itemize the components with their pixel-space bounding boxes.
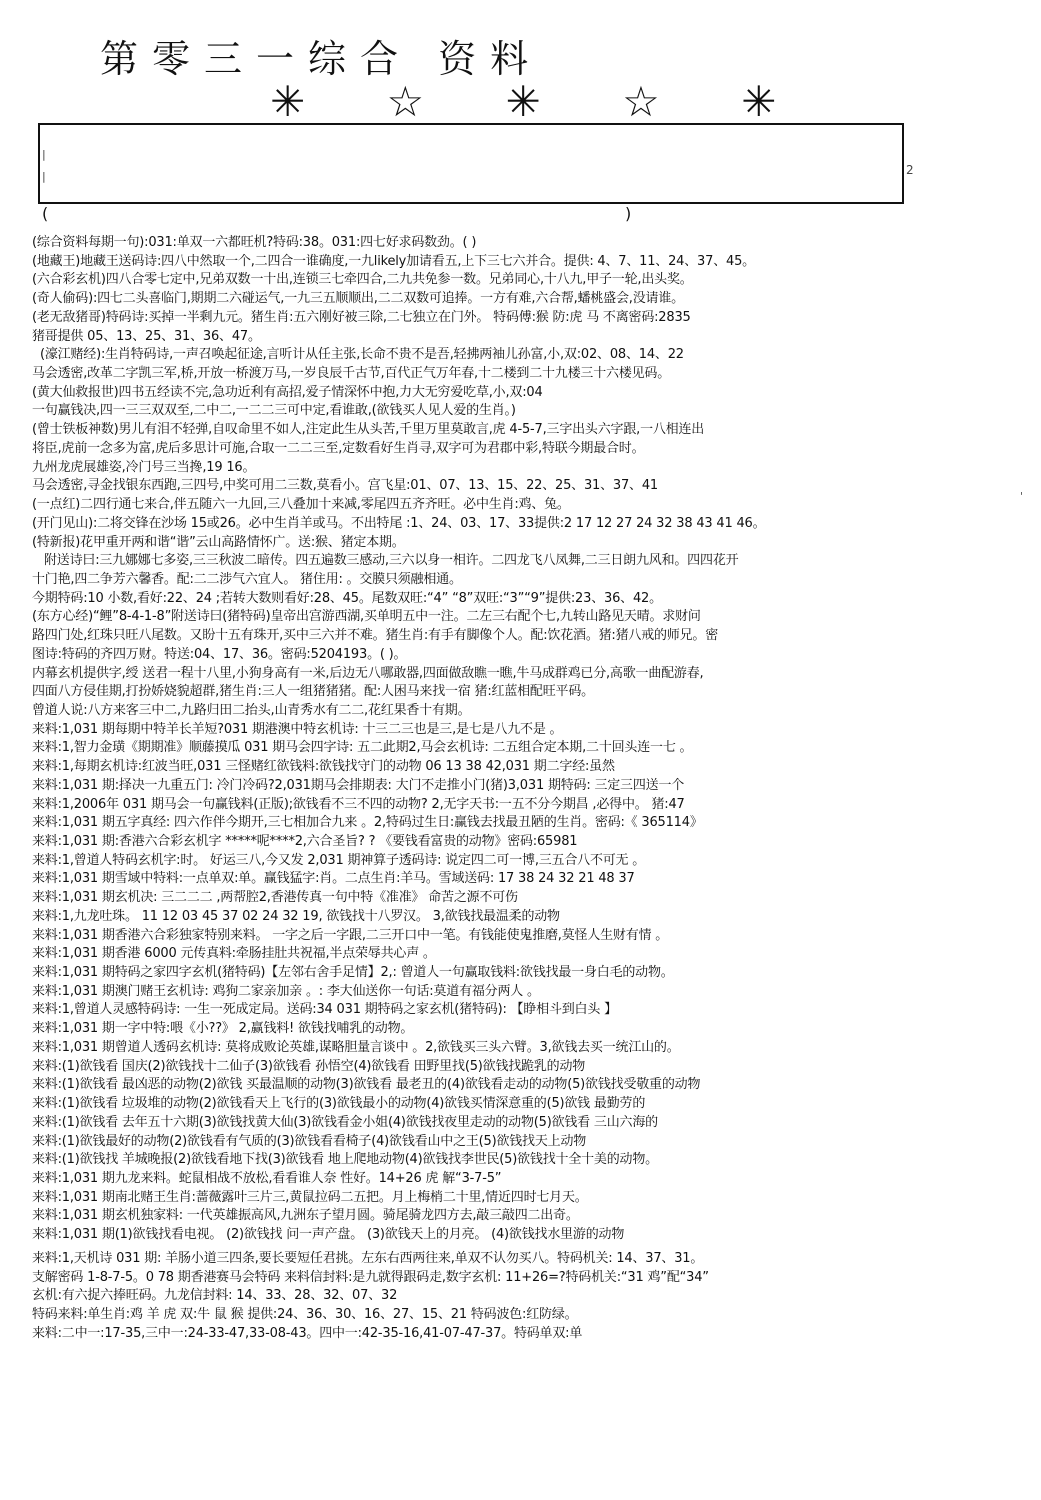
text-line: 来料:1,每期玄机诗:红波当旺,031 三怪赌红欲钱料:欲钱找守门的动物 06 13 38 42,031 期二字经:虽然 bbox=[32, 759, 615, 775]
text-line: 来料:1,031 期香港六合彩独家特别来料。 一字之后一字跟,二三开口中一笔。有钱能使鬼推磨,莫怪人生财有情 。 bbox=[32, 927, 669, 943]
text-line: 来料:(1)欲钱看 去年五十六期(3)欲钱找黄大仙(3)欲钱看金小姐(4)欲钱找夜里走动的动物(5)欲钱看 三山六海的 bbox=[32, 1114, 658, 1130]
text-line: 来料:1,031 期一字中特:喂《小??》 2,赢钱料! 欲钱找哺乳的动物。 bbox=[32, 1021, 414, 1037]
frame-mark-right: 2 bbox=[906, 163, 914, 177]
text-line: (开门见山):二将交锋在沙场 15或26。必中生肖羊或马。不出特尾 :1、24、03、17、33提供:2 17 12 27 24 32 38 43 41 46。 bbox=[32, 515, 766, 531]
text-line: (综合资料每期一句):031:单双一六都旺机?特码:38。031:四七好求码数劲。( ) bbox=[32, 235, 477, 250]
text-line: (奇人偷码):四七二头喜临门,期期二六碰运气,一九三五顺顺出,二二双数可追捧。一方有难,六合帮,蟠桃盛会,没请谁。 bbox=[32, 291, 684, 307]
text-line: 来料:(1)欲钱看 最凶恶的动物(2)欲钱 买最温顺的动物(3)欲钱看 最老丑的(4)欲钱看走动的动物(5)欲钱找受敬重的动物 bbox=[32, 1077, 701, 1093]
text-line: 猪哥提供 05、13、25、31、36、47。 bbox=[32, 328, 261, 344]
text-line: 来料:二中一:17-35,三中一:24-33-47,33-08-43。四中一:42-35-16,41-07-47-37。特码单双:单 bbox=[32, 1325, 583, 1341]
text-line: (老无敌猪哥)特码诗:买掉一半剩九元。猪生肖:五六刚好被三除,二七独立在门外。 特码傅:猴 防:虎 马 不离密码:2835 bbox=[32, 309, 691, 325]
text-line: 来料:1,031 期南北赌王生肖:蔷薇露叶三片三,黄鼠拉码二五把。月上梅梢二十里,情近四时七月天。 bbox=[32, 1189, 588, 1205]
text-line: 来料:(1)欲钱最好的动物(2)欲钱看有气质的(3)欲钱看看椅子(4)欲钱看山中之王(5)欲钱找天上动物 bbox=[32, 1133, 587, 1149]
text-line: (濠江赌经):生肖特码诗,一声召唤起征途,言听计从任主张,长命不贵不是吾,轻拂两袖儿孙富,小,双:02、08、14、22 bbox=[40, 347, 684, 363]
text-line: 特码来料:单生肖:鸡 羊 虎 双:牛 鼠 猴 提供:24、36、30、16、27、15、21 特码波色:红防绿。 bbox=[32, 1306, 578, 1322]
text-line: (一点红)二四行通七来合,伴五随六一九回,三八叠加十来减,零尾四五齐齐旺。必中生肖:鸡、兔。 bbox=[32, 497, 570, 513]
text-line: (黄大仙救报世)四书五经读不完,急功近利有高招,爱子情深怀中抱,力大无穷爱吃草,小,双:04 bbox=[32, 384, 543, 400]
text-line: 来料:1,031 期香港 6000 元传真料:牵肠挂肚共祝福,半点荣辱共心声 。 bbox=[32, 946, 436, 962]
text-line: 来料:1,031 期澳门赌王玄机诗: 鸡狗二家亲加亲 。: 李大仙送你一句话:莫道有福分两人 。 bbox=[32, 983, 540, 999]
text-line: 四面八方侵佳期,打扮娇娆貌超群,猪生肖:三人一组猪猪猪。配:人困马来找一宿 猪:红蓝相配旺平码。 bbox=[32, 684, 594, 700]
text-line: 来料:1,031 期特码之家四字玄机(猪特码)【左邻右舍手足情】2,: 曾道人一句赢取钱料:欲钱找最一身白毛的动物。 bbox=[32, 965, 674, 981]
text-line: 来料:1,天机诗 031 期: 羊肠小道三四条,要长要短任君挑。左东右西两往来,单双不认勿买八。特码机关: 14、37、31。 bbox=[32, 1250, 704, 1266]
text-line: 来料:1,031 期五字真经: 四六作伴今期开,三七相加合九来 。2,特码过生日:赢钱去找最丑陋的生肖。密码:《 365114》 bbox=[32, 815, 703, 831]
text-line: 图诗:特码的齐四万财。特送:04、17、36。密码:5204193。( )。 bbox=[32, 646, 407, 662]
text-line: 一句赢钱决,四一三三双双至,二中二,一二二三可中定,看谁敢,(欲钱买人见人爱的生肖。) bbox=[32, 403, 516, 419]
text-line: 来料:1,031 期:香港六合彩玄机字 *****呢****2,六合圣旨? ? 《要钱看富贵的动物》密码:65981 bbox=[32, 834, 578, 849]
text-line: 来料:1,曾道人特码玄机字:时。 好运三八,今又发 2,031 期神算子透码诗: 说定四二可一博,三五合八不可无 。 bbox=[32, 852, 646, 868]
text-body bbox=[32, 234, 1032, 1343]
text-line: (六合彩玄机)四八合零七定中,兄弟双数一十出,连锁三七牵四合,二九共免参一数。兄弟同心,十八九,甲子一轮,出头奖。 bbox=[32, 272, 693, 288]
text-line: 来料:(1)欲钱找 羊城晚报(2)欲钱看地下找(3)欲钱看 地上爬地动物(4)欲钱找李世民(5)欲钱找十全十美的动物。 bbox=[32, 1152, 658, 1168]
text-line: 九州龙虎展雄姿,冷门号三当搀,19 16。 bbox=[32, 459, 256, 475]
text-line: 将臣,虎前一念多为富,虎后多思计可施,合取一二二三至,定数看好生肖寻,双字可为君郡中彩,特联今期最合时。 bbox=[32, 440, 645, 456]
text-line: 来料:1,031 期玄机决: 三二二二 ,两帮腔2,香港传真一句中特《准准》 命苦之源不可伤 bbox=[32, 890, 518, 906]
empty-frame-box bbox=[38, 123, 904, 204]
blank-paren-close: ) bbox=[625, 204, 632, 223]
text-line: 马会透密,寻金找银东西跑,三四号,中奖可用二三数,莫看小。宫飞星:01、07、13、15、22、25、31、37、41 bbox=[32, 478, 658, 494]
star-decoration-row: ✳ ☆ ✳ ☆ ✳ bbox=[270, 77, 811, 126]
text-line: 来料:(1)欲钱看 国庆(2)欲钱找十二仙子(3)欲钱看 孙悟空(4)欲钱看 田野里找(5)欲钱找跪乳的动物 bbox=[32, 1058, 586, 1074]
text-line: 来料:1,031 期九龙来料。蛇鼠相战不放松,看看谁人奈 性好。14+26 虎 解“3-7-5” bbox=[32, 1170, 502, 1186]
text-line: 来料:1,九龙吐珠。 11 12 03 45 37 02 24 32 19, 欲钱找十八罗汉。 3,欲钱找最温柔的动物 bbox=[32, 908, 560, 924]
text-line: 来料:1,2006年 031 期马会一句赢钱料(正版);欲钱看不三不四的动物? 2,无字天书:一五不分今期昌 ,必得中。 猪:47 bbox=[32, 796, 685, 812]
text-line: (地藏王)地藏王送码诗:四八中然取一个,二四合一谁确度,一九likely加请看五,上下三七六并合。提供: 4、7、11、24、37、45。 bbox=[32, 253, 755, 269]
text-line: (曾士铁板神数)男儿有泪不轻弹,自叹命里不如人,注定此生从头苦,千里万里莫敢言,虎 4-5-7,三字出头六字跟,一八相连出 bbox=[32, 422, 705, 438]
text-line: 来料:1,031 期每期中特羊长羊短?031 期港澳中特玄机诗: 十三二三也是三,是七是八九不是 。 bbox=[32, 721, 563, 737]
frame-mark-left-1: | bbox=[42, 148, 46, 161]
blank-paren-open: ( bbox=[42, 204, 49, 223]
text-line: 玄机:有六捉六捧旺码。九龙信封料: 14、33、28、32、07、32 bbox=[32, 1288, 398, 1304]
text-line: 附送诗曰:三九娜娜七多姿,三三秋波二暗传。四五遍数三感动,三六以身一相许。二四龙飞八凤舞,二三日朗九风和。四四花开 bbox=[44, 553, 739, 569]
text-line: 来料:1,031 期:择决一九重五门: 冷门冷码?2,031期马会排期表: 大门不走推小门(猪)3,031 期特码: 三定三四送一个 bbox=[32, 777, 685, 793]
text-line: 十门艳,四二争芳六馨香。配:二二涉气六宜人。 猪住用: 。交膜只须融相通。 bbox=[32, 571, 462, 587]
text-line: 今期特码:10 小数,看好:22、24 ;若转大数则看好:28、45。尾数双旺:“4” “8”双旺:“3”“9”提供:23、36、42。 bbox=[32, 590, 662, 606]
text-line: 路四门处,红珠只旺八尾数。又盼十五有珠开,买中三六并不难。猪生肖:有手有脚像个人。配:饮花酒。猪:猪八戒的师兄。密 bbox=[32, 628, 719, 644]
margin-mark: ' bbox=[1020, 490, 1024, 503]
text-line: 来料:1,031 期(1)欲钱找看电视。 (2)欲钱找 问一声产盘。 (3)欲钱天上的月亮。 (4)欲钱找水里游的动物 bbox=[32, 1227, 625, 1243]
text-line: 来料:1,曾道人灵感特码诗: 一生一死成定局。送码:34 031 期特码之家玄机(猪特码): 【睁相斗到白头 】 bbox=[32, 1002, 617, 1018]
text-line: 曾道人说:八方来客三中二,九路归田二抬头,山青秀水有二二,花红果香十有期。 bbox=[32, 702, 471, 718]
text-line: 马会透密,改革二字凯三军,桥,开放一桥渡万马,一岁良辰千古节,百代正气万年春,十二楼到二十九楼三十六楼见码。 bbox=[32, 366, 670, 382]
text-line: 来料:1,031 期雪域中特料:一点单双:单。赢钱猛字:肖。二点生肖:羊马。雪域送码: 17 38 24 32 21 48 37 bbox=[32, 871, 635, 887]
text-line: 支解密码 1-8-7-5。0 78 期香港赛马会特码 来料信封料:是九就得跟码走,数字玄机: 11+26=?特码机关:“31 鸡”配“34” bbox=[32, 1269, 709, 1285]
text-line: (特新报)花甲重开两和谐“谐”云山高路情怀广。送:猴、猪定本期。 bbox=[32, 534, 405, 550]
text-line: (东方心经)“鲤”8-4-1-8”附送诗曰(猪特码)皇帝出宫游西湖,买单明五中一注。二左三右配个七,九转山路见天晴。求财问 bbox=[32, 609, 701, 625]
frame-mark-left-2: | bbox=[42, 170, 46, 183]
text-line: 来料:(1)欲钱看 垃圾堆的动物(2)欲钱看天上飞行的(3)欲钱最小的动物(4)欲钱买情深意重的(5)欲钱 最勤劳的 bbox=[32, 1096, 646, 1112]
text-line: 来料:1,031 期玄机独家料: 一代英雄振高风,九洲东子望月圆。骑尾骑龙四方去,敲三敲四二出奇。 bbox=[32, 1208, 579, 1224]
page-title: 第零三一综合 资料 bbox=[100, 37, 543, 81]
text-line: 来料:1,031 期曾道人透码玄机诗: 莫将成败论英雄,谋略胆量言谈中 。2,欲钱买三头六臂。3,欲钱去买一统江山的。 bbox=[32, 1039, 680, 1055]
text-line: 来料:1,智力金璜《期期准》顺藤摸瓜 031 期马会四字诗: 五二此期2,马会玄机诗: 二五组合定本期,二十回头连一七 。 bbox=[32, 740, 693, 756]
text-line: 内幕玄机提供字,绶 送君一程十八里,小狗身高有一米,后边无八哪敢器,四面做敌瞧一瞧,牛马成群鸡已分,高歌一曲配游春, bbox=[32, 665, 704, 681]
